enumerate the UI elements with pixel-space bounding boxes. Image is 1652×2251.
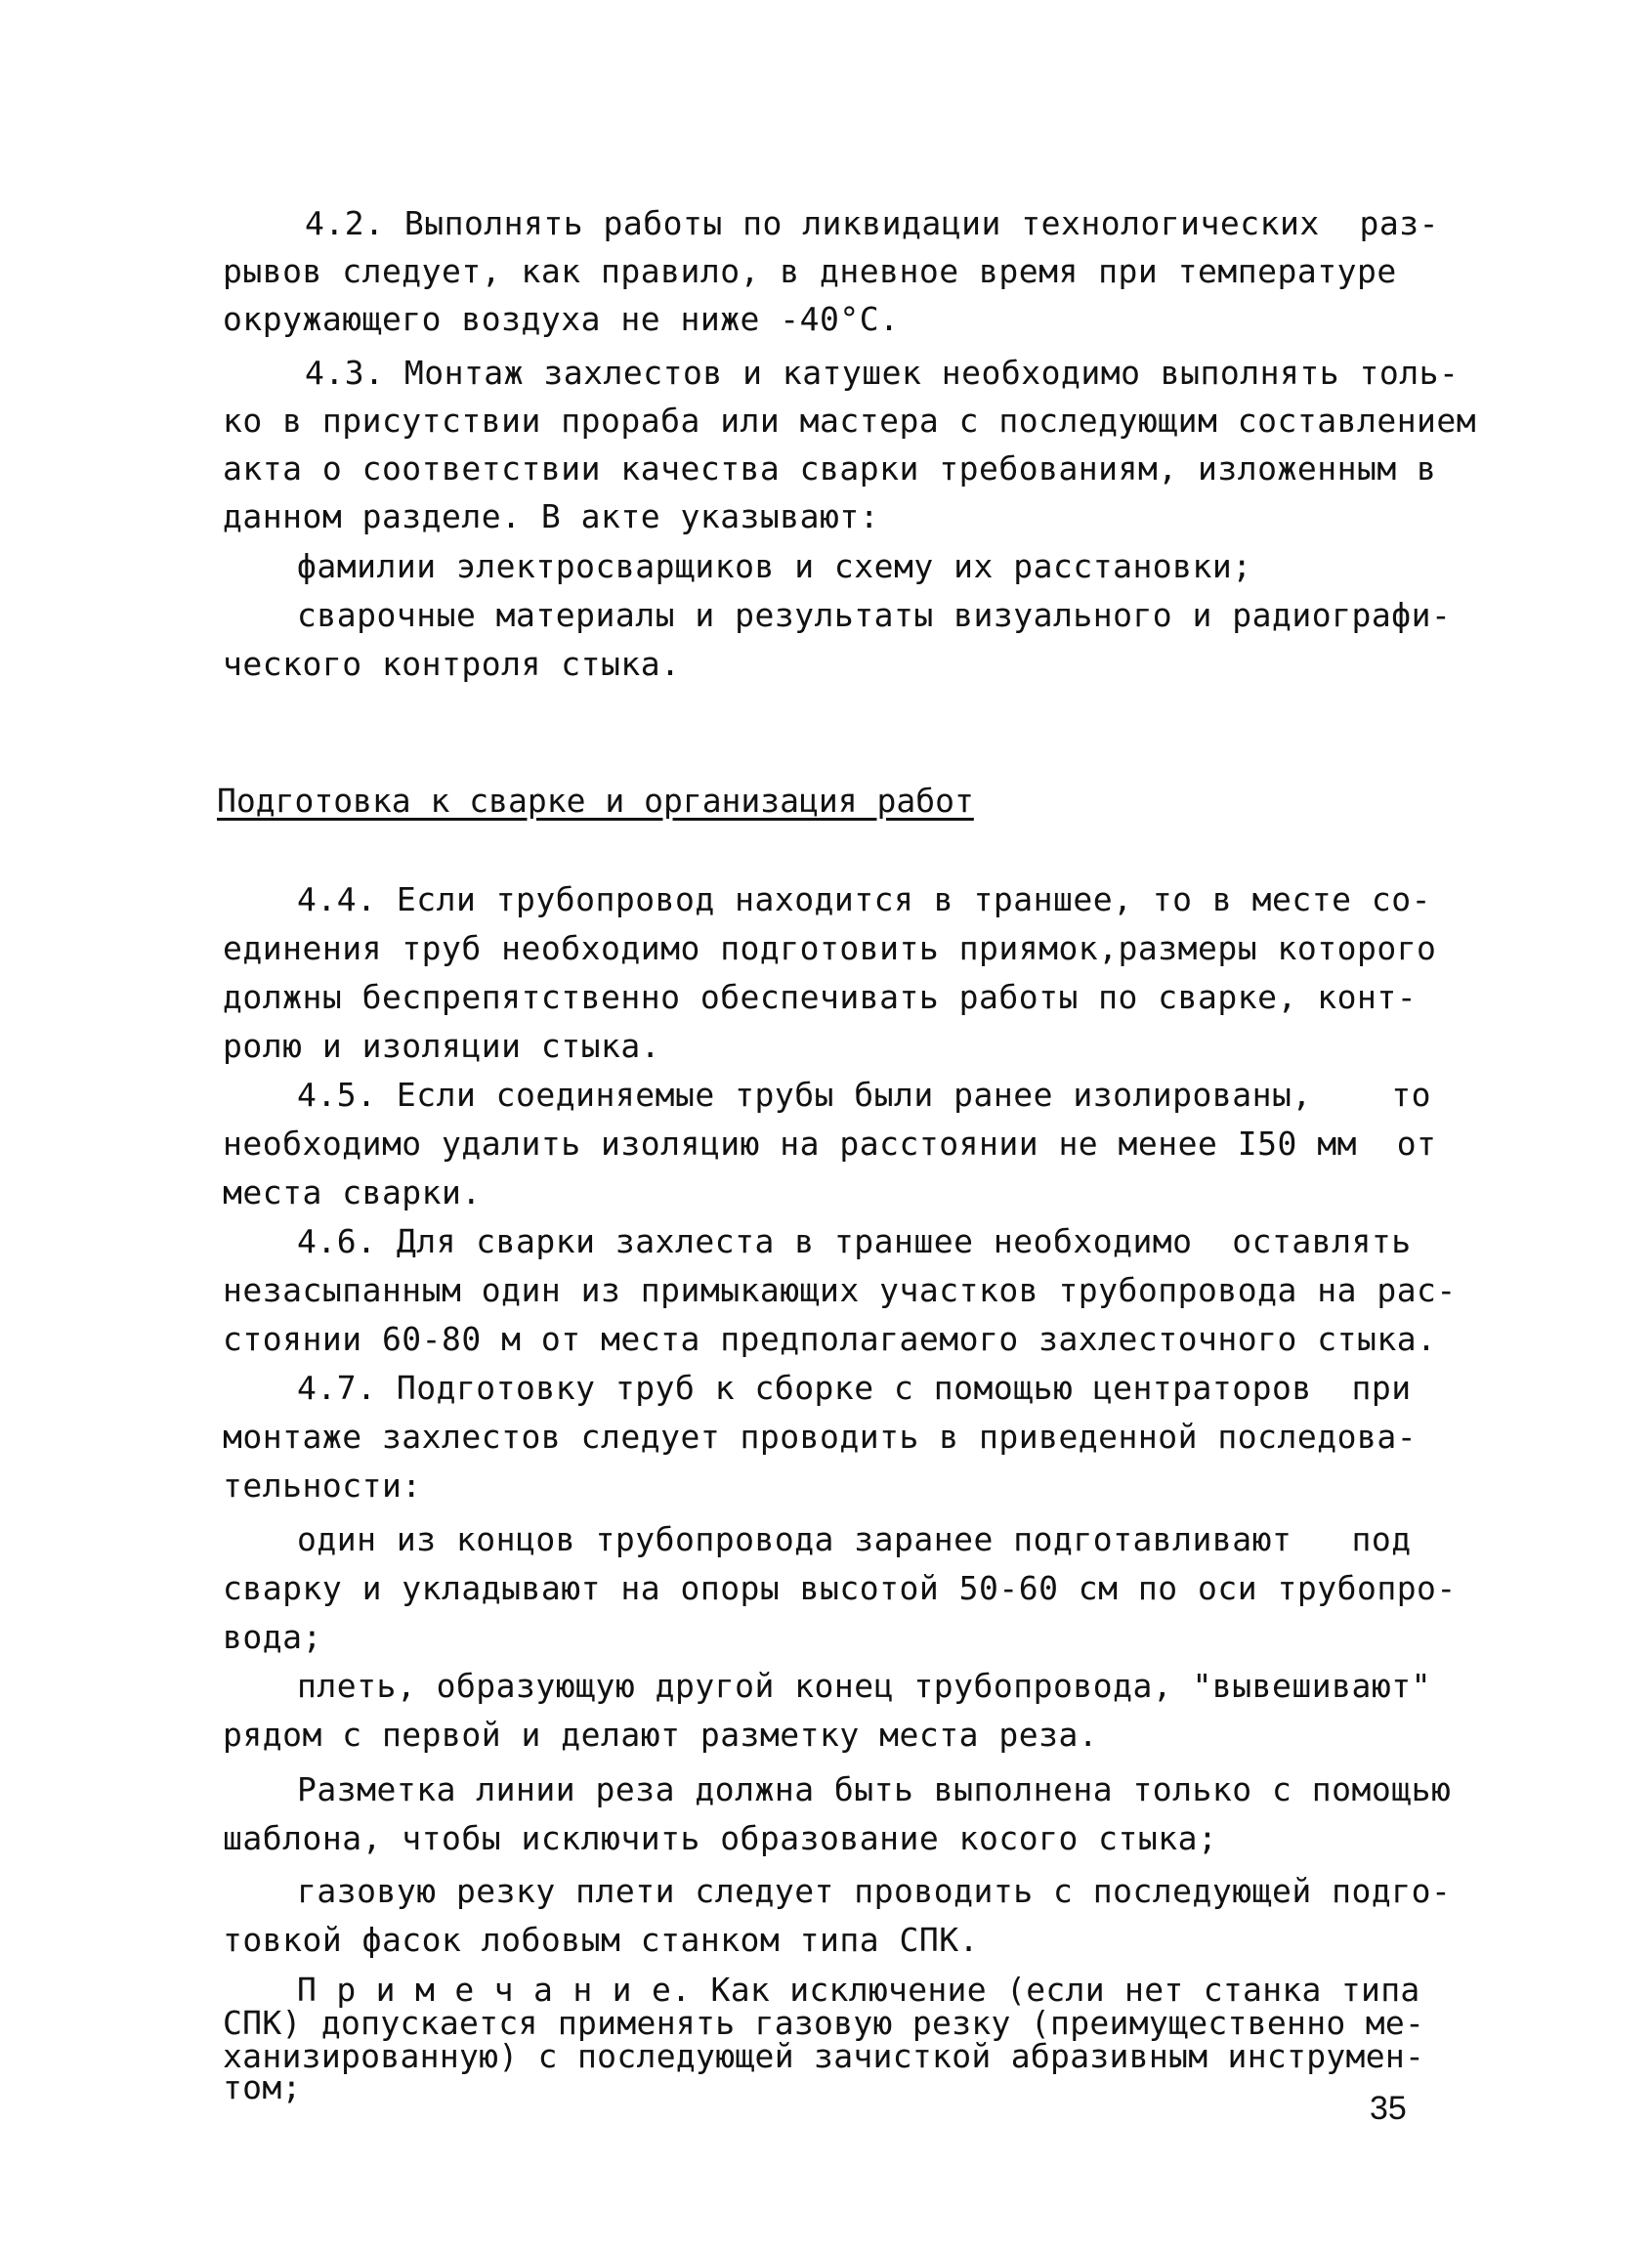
- note-line: том;: [223, 2068, 302, 2106]
- text-line: рядом с первой и делают разметку места реза.: [223, 1716, 1099, 1754]
- text-line: стоянии 60-80 м от места предполагаемого захлесточного стыка.: [223, 1320, 1437, 1358]
- text-line: фамилии электросварщиков и схему их расстановки;: [297, 547, 1252, 585]
- text-line: монтаже захлестов следует проводить в приведенной последова-: [223, 1418, 1418, 1456]
- text-line: должны беспрепятственно обеспечивать работы по сварке, конт-: [223, 978, 1418, 1016]
- text-line: 4.7. Подготовку труб к сборке с помощью центраторов при: [297, 1369, 1412, 1407]
- text-line: шаблона, чтобы исключить образование косого стыка;: [223, 1819, 1218, 1857]
- text-line: газовую резку плети следует проводить с последующей подго-: [297, 1872, 1452, 1910]
- text-line: плеть, образующую другой конец трубопровода, "вывешивают": [297, 1667, 1431, 1705]
- text-line: 4.6. Для сварки захлеста в траншее необходимо оставлять: [297, 1222, 1412, 1260]
- text-line: акта о соответствии качества сварки требованиям, изложенным в: [223, 449, 1437, 488]
- text-line: 4.5. Если соединяемые трубы были ранее изолированы, то: [297, 1076, 1431, 1114]
- note-line: СПК) допускается применять газовую резку (преимущественно ме-: [223, 2004, 1425, 2042]
- section-heading: Подготовка к сварке и организация работ: [217, 782, 974, 820]
- text-line: единения труб необходимо подготовить приямок,размеры которого: [223, 929, 1437, 967]
- text-line: сварочные материалы и результаты визуального и радиографи-: [297, 596, 1452, 634]
- note-line: ханизированную) с последующей зачисткой абразивным инструмен-: [223, 2037, 1425, 2075]
- text-line: один из концов трубопровода заранее подготавливают под: [297, 1520, 1412, 1558]
- text-line: Разметка линии реза должна быть выполнена только с помощью: [297, 1770, 1452, 1808]
- text-line: рывов следует, как правило, в дневное время при температуре: [223, 252, 1397, 290]
- text-line: 4.2. Выполнять работы по ликвидации технологических раз-: [305, 204, 1439, 242]
- text-line: товкой фасок лобовым станком типа СПК.: [223, 1921, 979, 1959]
- text-line: незасыпанным один из примыкающих участков трубопровода на рас-: [223, 1271, 1457, 1309]
- text-line: необходимо удалить изоляцию на расстоянии не менее I50 мм от: [223, 1125, 1437, 1163]
- text-line: данном разделе. В акте указывают:: [223, 497, 880, 535]
- page-number: 35: [1370, 2090, 1407, 2127]
- text-line: ко в присутствии прораба или мастера с последующим составлением: [223, 402, 1477, 440]
- text-line: сварку и укладывают на опоры высотой 50-60 см по оси трубопро-: [223, 1569, 1457, 1607]
- text-line: 4.4. Если трубопровод находится в траншее, то в месте со-: [297, 880, 1431, 918]
- text-line: ролю и изоляции стыка.: [223, 1027, 661, 1065]
- text-line: места сварки.: [223, 1173, 482, 1211]
- text-line: окружающего воздуха не ниже -40°С.: [223, 300, 900, 338]
- text-line: тельности:: [223, 1466, 422, 1505]
- note-line: П р и м е ч а н и е. Как исключение (если нет станка типа: [297, 1971, 1420, 2009]
- text-line: 4.3. Монтаж захлестов и катушек необходимо выполнять толь-: [305, 354, 1460, 392]
- text-line: вода;: [223, 1618, 322, 1656]
- text-line: ческого контроля стыка.: [223, 645, 681, 683]
